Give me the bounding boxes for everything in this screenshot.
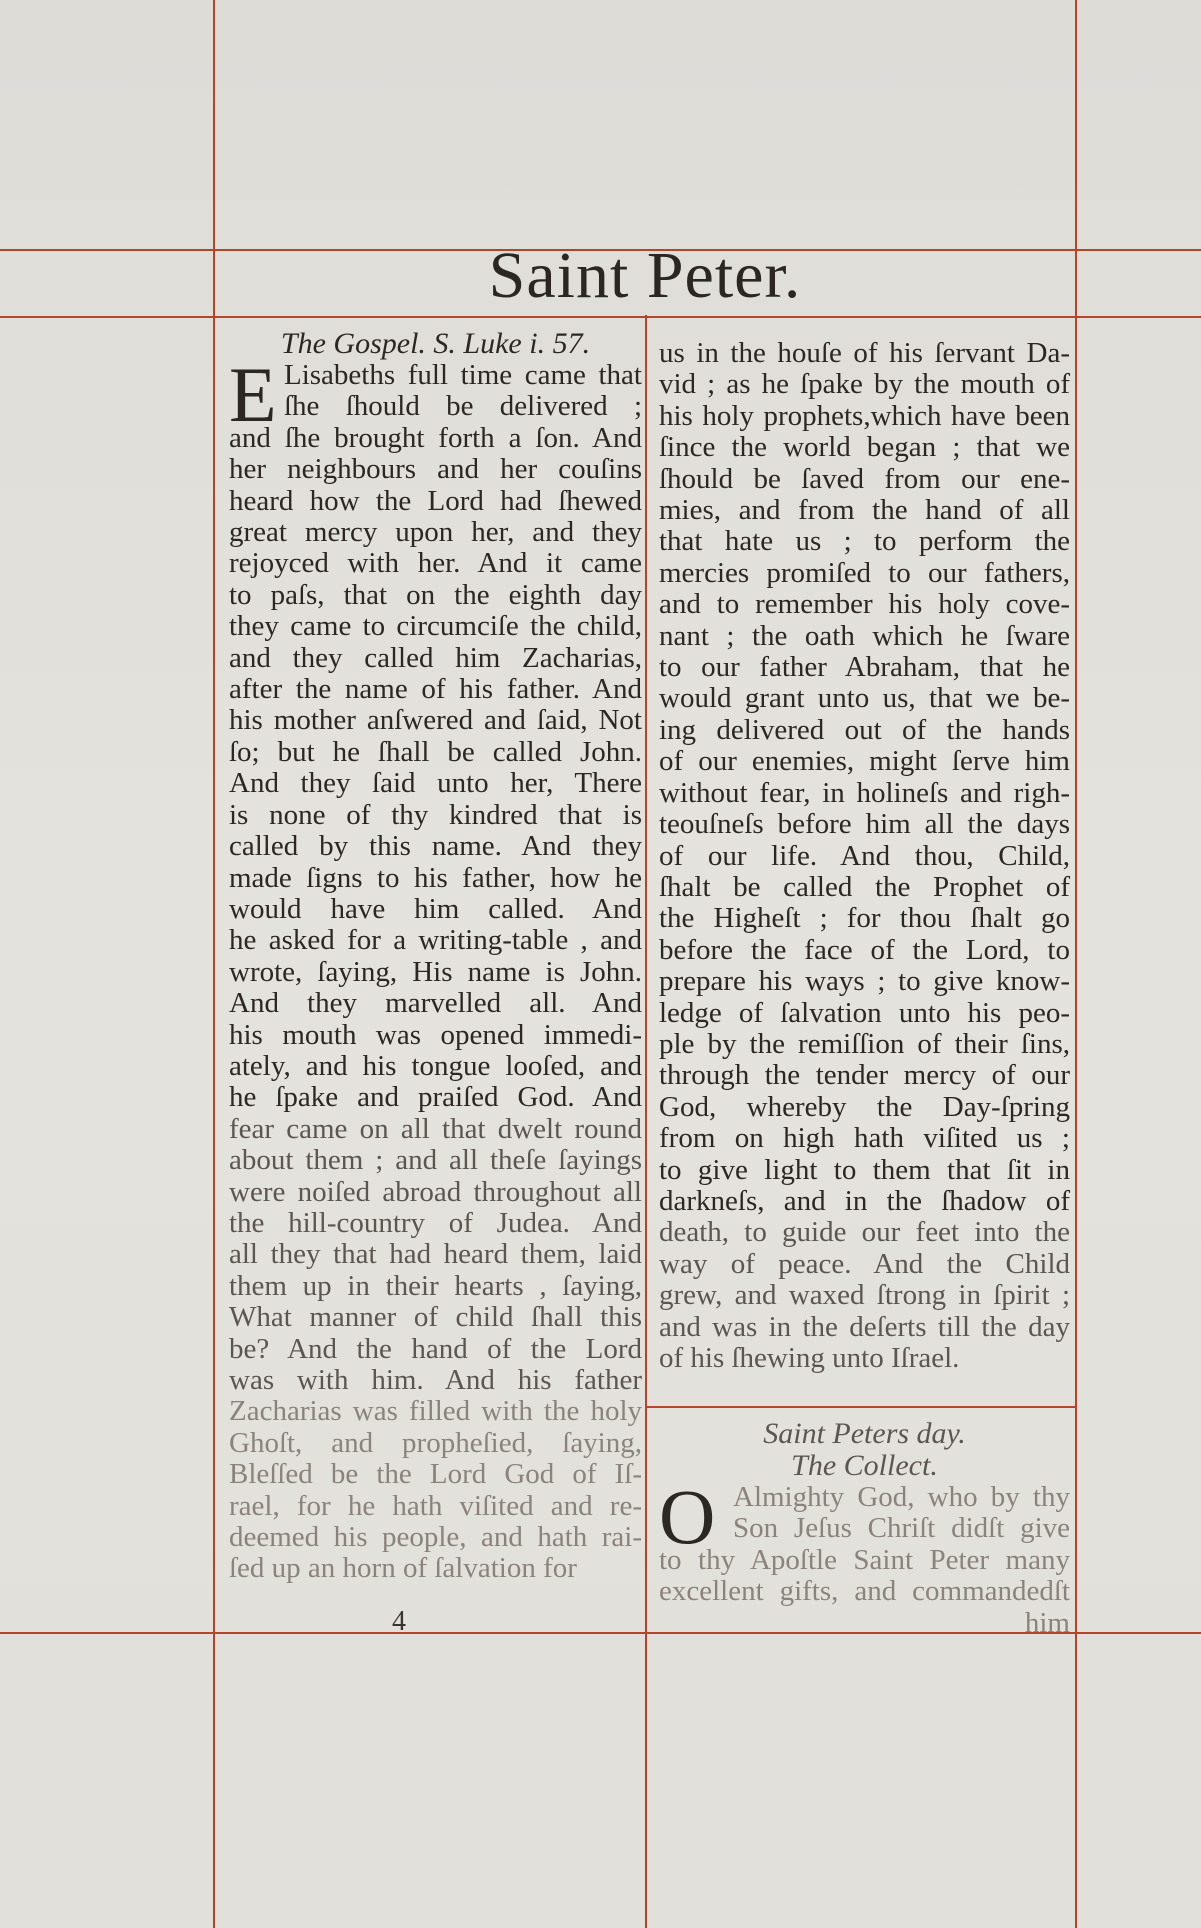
text-line: God, whereby the Day-ſpring — [659, 1090, 1070, 1123]
text-line: that hate us ; to perform the — [659, 525, 1070, 558]
rule-outer-right — [1075, 0, 1077, 1928]
text-line: would have him called. And — [229, 892, 642, 925]
text-line: of his ſhewing unto Iſrael. — [659, 1342, 960, 1374]
text-line: darkneſs, and in the ſhadow of — [659, 1184, 1070, 1217]
text-line: his mother anſwered and ſaid, Not — [229, 704, 642, 737]
text-line: ſhalt be called the Prophet of — [659, 870, 1070, 903]
drop-initial-o: O — [659, 1473, 716, 1560]
text-line: ſhould be ſaved from our ene- — [659, 462, 1070, 495]
text-line: through the tender mercy of our — [659, 1059, 1070, 1092]
text-line: deemed his people, and hath rai- — [229, 1521, 642, 1554]
gospel-text — [229, 360, 642, 1585]
text-line: and was in the deſerts till the day — [659, 1310, 1070, 1343]
text-line: us in the houſe of his ſervant Da- — [659, 337, 1070, 369]
text-line: of our life. And thou, Child, — [659, 839, 1070, 872]
text-line: before the face of the Lord, to — [659, 933, 1070, 966]
text-line: way of peace. And the Child — [659, 1247, 1070, 1280]
text-line: nant ; the oath which he ſware — [659, 619, 1070, 652]
text-line: wrote, ſaying, His name is John. — [229, 955, 642, 988]
text-line: rael, for he hath viſited and re- — [229, 1489, 642, 1522]
text-line: and they called him Zacharias, — [229, 641, 642, 674]
text-line: and ſhe brought forth a ſon. And — [229, 421, 642, 454]
text-line: ſed up an horn of ſalvation for — [229, 1552, 577, 1585]
gospel-heading: The Gospel. S. Luke i. 57. — [280, 327, 591, 360]
text-line: Son Jeſus Chriſt didſt give — [733, 1512, 1070, 1545]
text-line: ſince the world began ; that we — [659, 431, 1070, 464]
text-line: called by this name. And they — [229, 830, 642, 863]
text-line: vid ; as he ſpake by the mouth of — [659, 368, 1070, 401]
collect-day-heading: Saint Peters day. — [763, 1417, 966, 1450]
text-line: to thy Apoſtle Saint Peter many — [659, 1543, 1070, 1576]
text-line: would grant unto us, that we be- — [659, 682, 1070, 715]
text-line: of our enemies, might ſerve him — [659, 745, 1070, 778]
text-line: his mouth was opened immedi- — [229, 1018, 642, 1051]
text-line: rejoyced with her. And it came — [229, 547, 642, 580]
drop-initial-e: E — [229, 351, 277, 438]
text-line: to our father Abraham, that he — [659, 651, 1070, 684]
rule-column-divider — [645, 315, 647, 1928]
text-line: mies, and from the hand of all — [659, 494, 1070, 527]
text-line: great mercy upon her, and they — [229, 516, 642, 549]
page-number: 4 — [392, 1606, 406, 1637]
gospel-text-continued — [659, 338, 1070, 1374]
text-line: teouſneſs before him all the days — [659, 808, 1070, 841]
text-line: all they that had heard them, laid — [229, 1238, 642, 1271]
text-line: from on high hath viſited us ; — [659, 1122, 1070, 1155]
left-column — [229, 328, 642, 1585]
text-line: What manner of child ſhall this — [229, 1301, 642, 1334]
text-line: Zacharias was filled with the holy — [229, 1395, 642, 1428]
text-line: grew, and waxed ſtrong in ſpirit ; — [659, 1279, 1070, 1312]
text-line: without fear, in holineſs and righ- — [659, 776, 1070, 809]
text-line: his holy prophets,which have been — [659, 399, 1070, 432]
text-line: Bleſſed be the Lord God of Iſ- — [229, 1458, 642, 1491]
text-line: the hill-country of Judea. And — [229, 1206, 642, 1239]
text-line: to paſs, that on the eighth day — [229, 578, 642, 611]
text-line: heard how the Lord had ſhewed — [229, 484, 642, 517]
text-line: her neighbours and her couſins — [229, 453, 642, 486]
text-line: and to remember his holy cove- — [659, 588, 1070, 621]
text-line: ately, and his tongue looſed, and — [229, 1049, 642, 1082]
text-line: him — [1024, 1606, 1070, 1639]
rule-title-bottom — [0, 316, 1201, 318]
text-line: is none of thy kindred that is — [229, 798, 642, 831]
text-line: to give light to them that ſit in — [659, 1153, 1070, 1186]
text-line: prepare his ways ; to give know- — [659, 965, 1070, 998]
text-line: was with him. And his father — [229, 1364, 642, 1396]
text-line: he ſpake and praiſed God. And — [229, 1081, 642, 1114]
text-line: ing delivered out of the hands — [659, 713, 1070, 746]
text-line: mercies promiſed to our fathers, — [659, 556, 1070, 589]
text-line: Almighty God, who by thy — [733, 1481, 1070, 1513]
text-line: And they ſaid unto her, There — [229, 767, 642, 800]
text-line: were noiſed abroad throughout all — [229, 1175, 642, 1208]
text-line: excellent gifts, and commandedſt — [659, 1575, 1070, 1608]
text-line: ſo; but he ſhall be called John. — [229, 735, 642, 768]
text-line: after the name of his father. And — [229, 673, 642, 706]
rule-collect-top — [646, 1406, 1075, 1408]
page-title: Saint Peter. — [488, 239, 802, 312]
text-line: about them ; and all theſe ſayings — [229, 1144, 642, 1177]
text-line: be? And the hand of the Lord — [229, 1332, 642, 1365]
text-line: he asked for a writing-table , and — [229, 924, 642, 957]
collect-text — [659, 1482, 1070, 1639]
text-line: fear came on all that dwelt round — [229, 1112, 642, 1145]
text-line: Lisabeths full time came that — [284, 359, 642, 391]
text-line: made ſigns to his father, how he — [229, 861, 642, 894]
collect-heading: The Collect. — [791, 1449, 938, 1482]
text-line: ledge of ſalvation unto his peo- — [659, 996, 1070, 1029]
text-line: the Higheſt ; for thou ſhalt go — [659, 902, 1070, 935]
collect-block — [659, 1418, 1070, 1639]
text-line: ſhe ſhould be delivered ; — [284, 390, 642, 423]
text-line: ple by the remiſſion of their ſins, — [659, 1027, 1070, 1060]
right-column — [659, 338, 1070, 1374]
text-line: they came to circumciſe the child, — [229, 610, 642, 643]
text-line: death, to guide our feet into the — [659, 1216, 1070, 1249]
text-line: And they marvelled all. And — [229, 987, 642, 1020]
text-line: them up in their hearts , ſaying, — [229, 1269, 642, 1302]
text-line: Ghoſt, and propheſied, ſaying, — [229, 1426, 642, 1459]
